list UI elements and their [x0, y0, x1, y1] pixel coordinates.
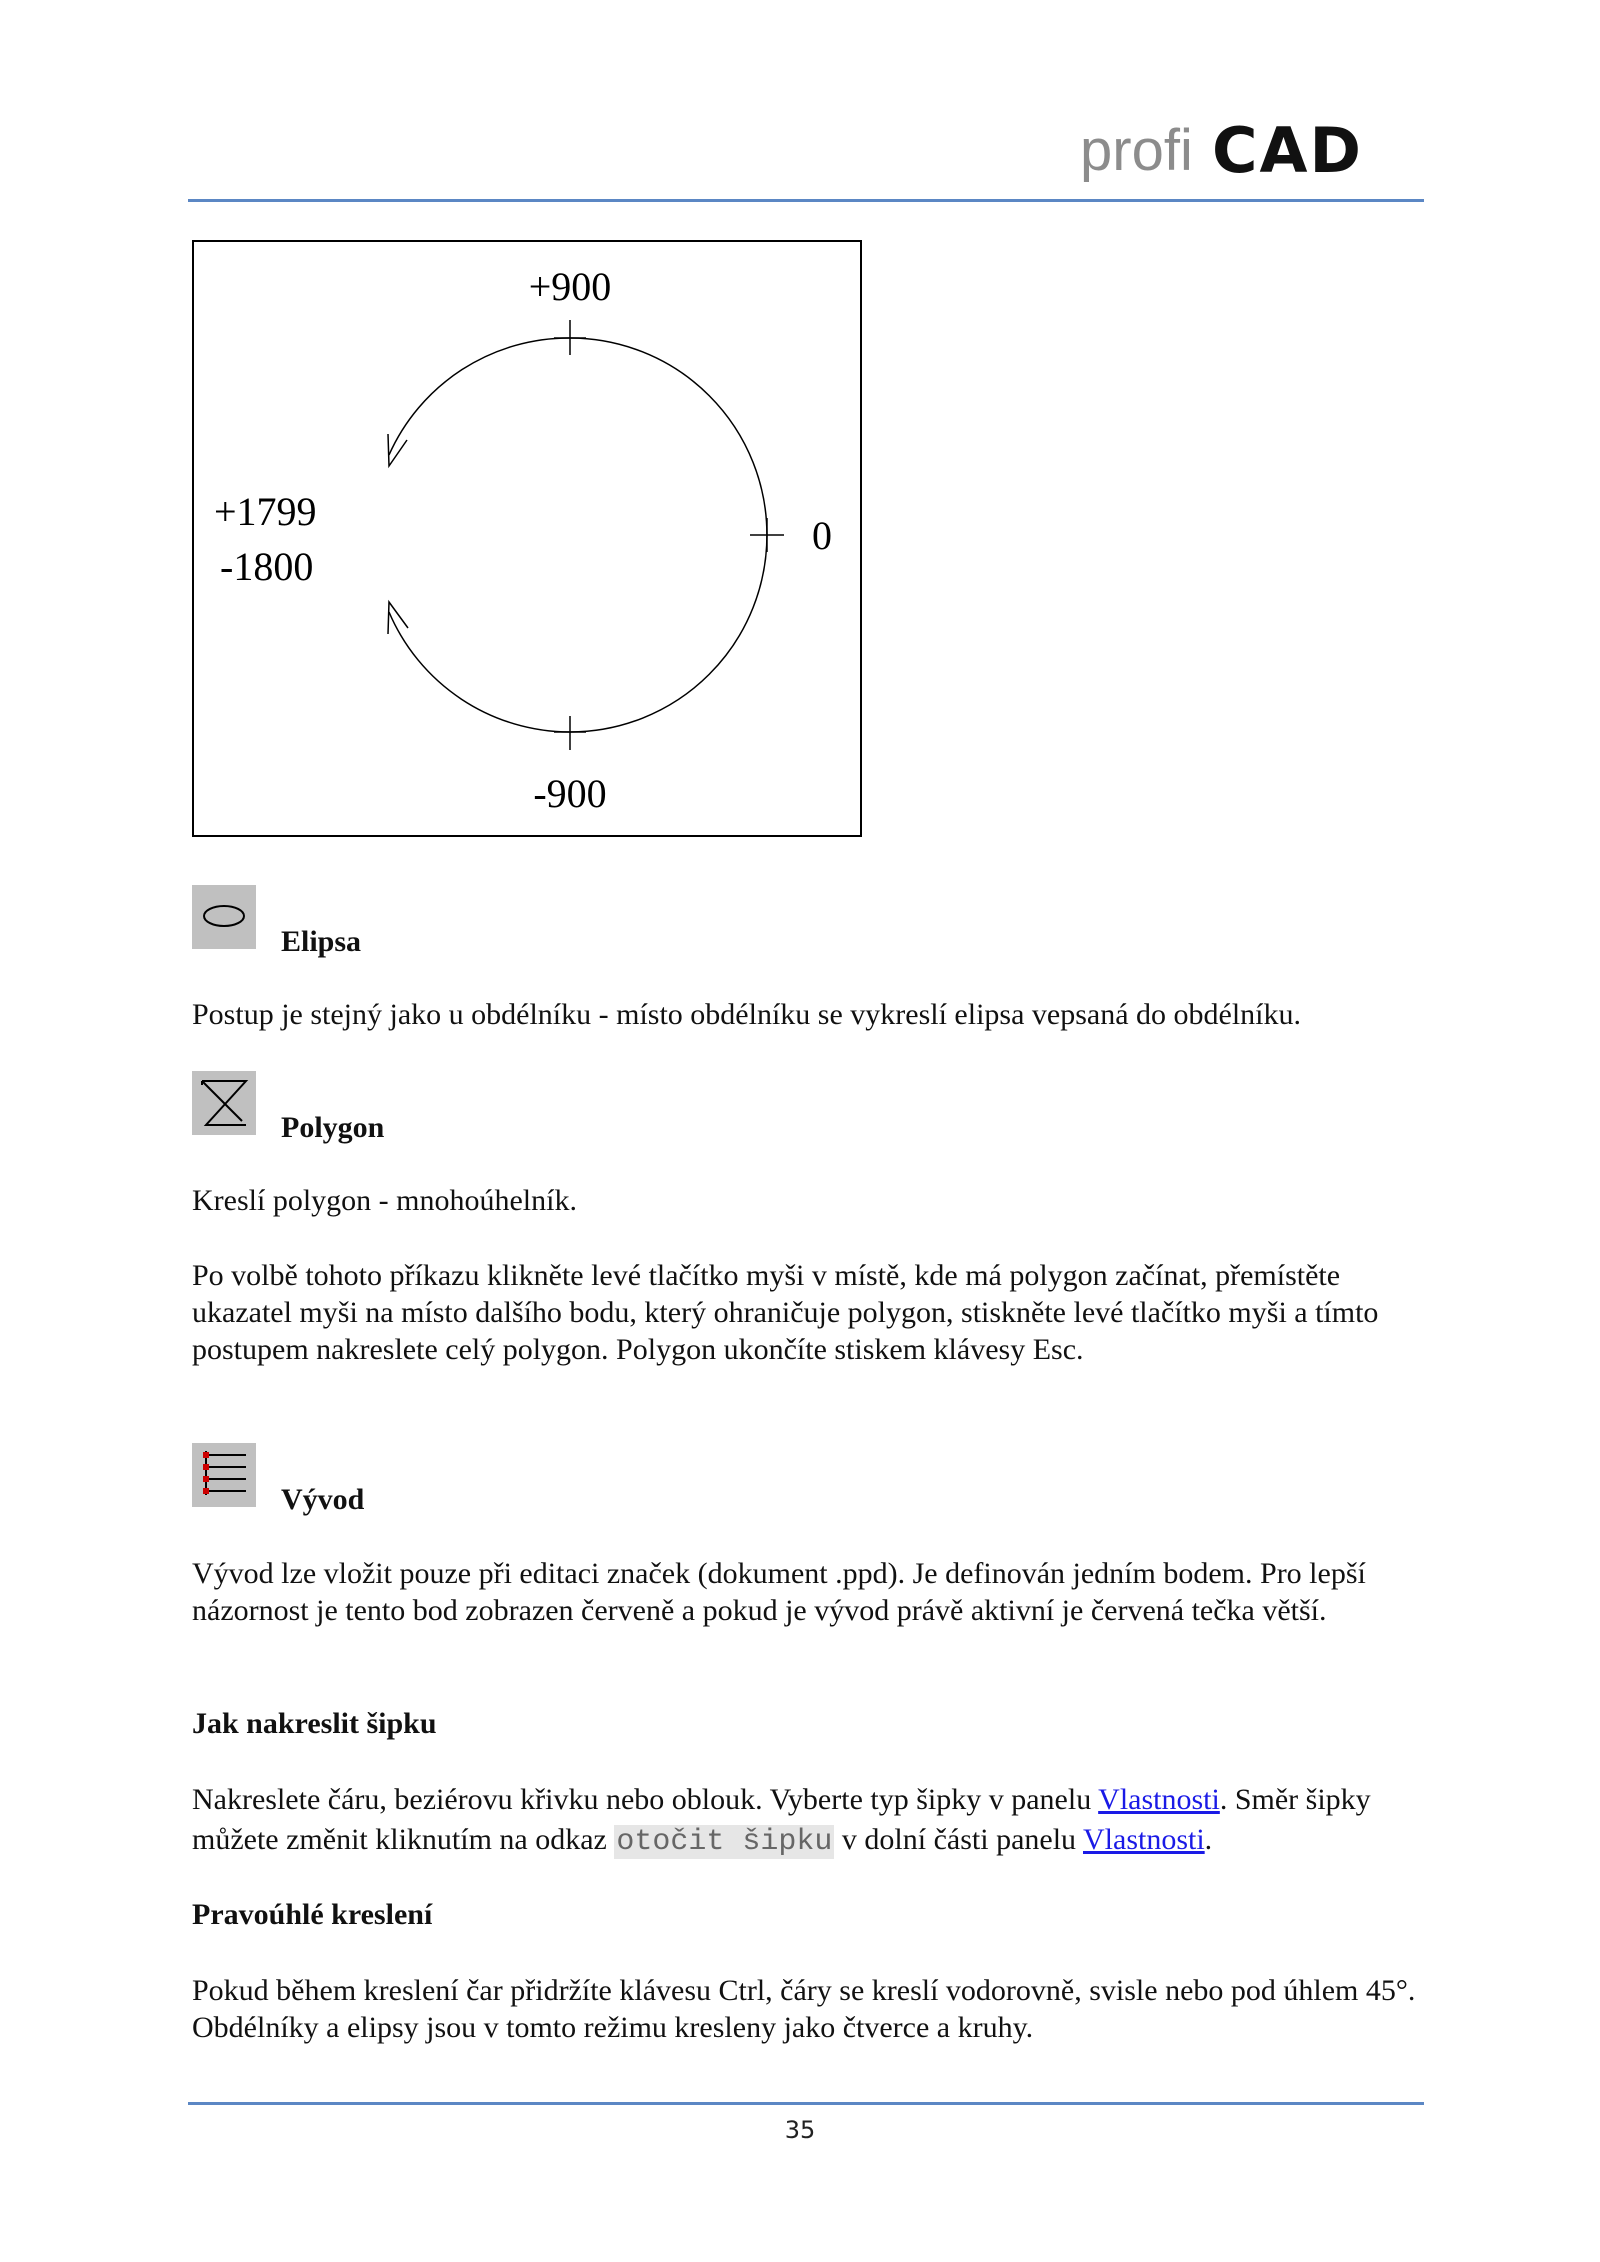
- section-title-polygon: Polygon: [281, 1111, 385, 1144]
- heading-ortho: Pravoúhlé kreslení: [192, 1898, 433, 1931]
- label-plus-1799: +1799: [214, 489, 317, 534]
- arrow-text-3: v dolní části panelu: [834, 1823, 1083, 1856]
- section-head-polygon: [192, 1071, 385, 1144]
- paragraph-polygon-2: Po volbě tohoto příkazu klikněte levé tlačítko myši v místě, kde má polygon začínat, přemístěte ukazatel myši na místo dalšího bodu, který ohraničuje polygon, stiskněte levé tlačítko myši a tímto postupem nakreslete celý polygon. Polygon ukončíte stiskem klávesy Esc.: [192, 1259, 1379, 1366]
- label-plus-900: +900: [528, 264, 612, 309]
- heading-arrow: Jak nakreslit šipku: [192, 1707, 437, 1740]
- logo-text-profi: profi: [1080, 118, 1193, 183]
- section-head-vyvod: [192, 1443, 365, 1516]
- polygon-tool-icon: [192, 1071, 256, 1135]
- page-number: 35: [784, 2116, 816, 2144]
- arrow-text-4: .: [1204, 1823, 1213, 1856]
- link-rotate-arrow[interactable]: otočit šipku: [616, 1825, 833, 1859]
- paragraph-ortho: Pokud během kreslení čar přidržíte klávesu Ctrl, čáry se kreslí vodorovně, svisle nebo pod úhlem 45°. Obdélníky a elipsy jsou v tomto režimu kresleny jako čtverce a kruhy.: [192, 1974, 1416, 2044]
- link-vlastnosti-2[interactable]: Vlastnosti: [1083, 1823, 1205, 1856]
- arc-angle-diagram: [192, 240, 862, 837]
- logo-text-cad: CAD: [1212, 114, 1363, 187]
- paragraph-elipsa: Postup je stejný jako u obdélníku - místo obdélníku se vykreslí elipsa vepsaná do obdélníku.: [192, 998, 1302, 1031]
- arrow-text-1: Nakreslete čáru, beziérovu křivku nebo oblouk. Vyberte typ šipky v panelu: [192, 1783, 1099, 1816]
- paragraph-vyvod: Vývod lze vložit pouze při editaci značek (dokument .ppd). Je definován jedním bodem. Pro lepší názornost je tento bod zobrazen červeně a pokud je vývod právě aktivní je červená tečka větší.: [192, 1557, 1366, 1627]
- section-title-vyvod: Vývod: [281, 1483, 365, 1516]
- link-vlastnosti-1[interactable]: Vlastnosti: [1098, 1783, 1220, 1816]
- footer-rule: [188, 2102, 1424, 2105]
- label-minus-1800: -1800: [220, 544, 314, 589]
- paragraph-polygon-1: Kreslí polygon - mnohoúhelník.: [192, 1184, 577, 1217]
- label-zero: 0: [812, 513, 832, 558]
- label-minus-900: -900: [533, 771, 607, 816]
- proficad-logo: [1080, 108, 1420, 188]
- paragraph-arrow: [192, 1780, 1432, 1862]
- section-title-elipsa: Elipsa: [281, 925, 362, 958]
- section-head-elipsa: [192, 885, 362, 958]
- header-rule: [188, 199, 1424, 202]
- arrow-text-2: . Směr šipky můžete změnit kliknutím na odkaz: [192, 1783, 1371, 1856]
- ellipse-tool-icon: [192, 885, 256, 949]
- pin-tool-icon: [192, 1443, 256, 1507]
